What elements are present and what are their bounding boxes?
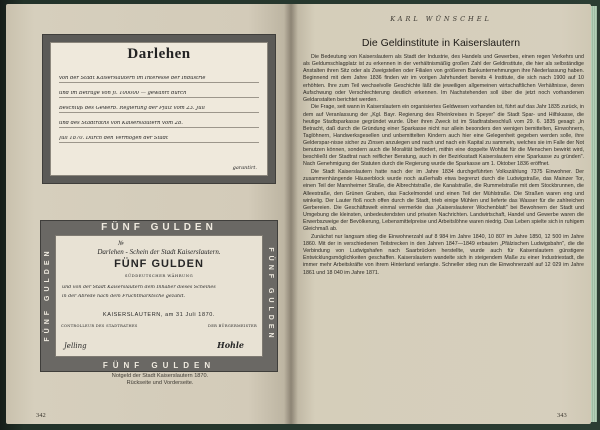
left-page bbox=[6, 4, 291, 424]
banknote-reverse-line: und des Stadtraths von Kaiserslautern vom 28. bbox=[59, 121, 259, 128]
banknote-reverse-title: Darlehen bbox=[127, 46, 191, 62]
page-edges bbox=[591, 6, 597, 422]
banknote-footer-right: DER BÜRGERMEISTER bbox=[208, 324, 257, 328]
banknote-reverse-line: garantirt. bbox=[232, 165, 257, 171]
banknote-front-face bbox=[55, 235, 263, 357]
article-paragraph: Die Stadt Kaiserslautern hatte nach der im Jahre 1834 durchgeführten Volkszählung 7375 Einwohner. Der zusammenhängende Häuserblock wurde noch außerhalb etwa begrenzt durch die Ludwigstraße, das Mainzer Tor, einen Teil der Mannheimer Straße, die Albrechtstraße, die Kanalstraße, die Rummelstraße mit dem Stockbrunnen, die Alleestraße, den Grünen Graben, das Fackelmondel und einen Teil der Mühlstraße. Die Straßen waren eng und winkelig. Der Lauter floß noch offen durch die Stadt, trieb einige Mühlen und lieferte das Wasser für die zahlreichen Gerbereien. Die Geschäftswelt einmal vermerkte das „Kaiserslauterer Wochenblatt" bei Bewohnern der Stadt und Umgebung die kleinsten, unbedeutendsten und privaten Nachrichten. Landwirtschaft, Handel und Gewerbe waren die Erwerbszweige der Bevölkerung, Lebensmittelpreise und Arbeitslöhne waren niedrig. Das Leben spielte sich in ruhigem Gleichmaß ab. bbox=[303, 169, 584, 233]
running-head: KARL WÜNSCHEL bbox=[390, 15, 492, 23]
banknote-front bbox=[40, 220, 278, 372]
article-title: Die Geldinstitute in Kaiserslautern bbox=[361, 37, 521, 49]
page-number-right: 343 bbox=[557, 412, 567, 419]
banknote-signature-right: Hohle bbox=[217, 340, 244, 350]
banknote-text-line: und von der Stadt Kaiserslautern dem Inhaber dieses Scheines bbox=[62, 285, 216, 290]
banknote-footer bbox=[61, 324, 257, 328]
figure-caption: Notgeld der Stadt Kaiserslautern 1870. bbox=[111, 373, 209, 379]
banknote-reverse-line: von der Stadt Kaiserslautern im Interesse der Industrie bbox=[59, 76, 259, 83]
banknote-border-bottom: FÜNF GULDEN bbox=[102, 361, 216, 370]
page-number-left: 342 bbox=[36, 412, 46, 419]
banknote-border-right: FÜNF GULDEN bbox=[267, 247, 274, 342]
article-paragraph: Die Frage, seit wann in Kaiserslautern ein organisiertes Geldwesen vorhanden ist, führt auf das Jahr 1835 zurück, in dem auf Veranlassung der „Kgl. Bayr. Regierung des Rheinkreises in Speyer" die Stadt Spar- und Hilfskasse, die heutige Stadtsparkasse gegründet wurde. Über ihren Zweck ist im Stadtratsbeschluß vom 29. 6. 1835 gesagt: „In Betracht, daß durch die Gründung einer Sparkasse nicht nur allein besonders den wenigen bemittelten, Einwohnern, Taglöhnern, Handwerksgesellen und unbemittelten Kindern auch hier eine Gelegenheit gegeben werden solle, ihre Gelderspar-nisse sicher zu Zinsen anzulegen und nach und nach ein Kapital zu sammeln, welches sie im Falle der Not benutzen können, sondern auch die Moralität befördert, mithin eine doppelte Wohltat für die Menschen bewirkt wird, beschließt der Stadtrat nach reiflicher Beratung, auch in der Bezirksstadt Kaiserslautern eine Sparkasse zu gründen". Nach Genehmigung der Statuten durch die Regierung wurde die Sparkasse am 1. Oktober 1836 eröffnet. bbox=[303, 104, 584, 168]
banknote-place-date: KAISERSLAUTERN, am 31 Juli 1870. bbox=[102, 312, 216, 318]
banknote-reverse-line: Juli 1870. Durch den Vermögen der Stadt bbox=[59, 136, 259, 143]
figure-caption: Rückseite und Vorderseite. bbox=[126, 380, 194, 386]
banknote-border-left: FÜNF GULDEN bbox=[44, 247, 51, 342]
banknote-text-line: in der Abrede nach dem Fruchtmarktsche gezahlt. bbox=[62, 294, 186, 299]
banknote-border-top: FÜNF GULDEN bbox=[101, 222, 217, 233]
banknote-heading: Darlehen - Schein der Stadt Kaiserslautern. bbox=[97, 248, 221, 256]
banknote-footer-left: CONTROLLEUR DES STADTRATHES bbox=[61, 324, 138, 328]
banknote-signature-left: Jelling bbox=[64, 342, 87, 350]
banknote-reverse-line: Beschluß des Gewerb. Regierung der Pfalz vom 23. Juli bbox=[59, 106, 259, 113]
banknote-value: FÜNF GULDEN bbox=[114, 258, 204, 270]
banknote-reverse-line: und im Betrage von fl. 100000 — gewährt durch bbox=[59, 91, 259, 98]
article-body bbox=[303, 54, 584, 277]
banknote-currency: SÜDDEUTSCHER WÄHRUNG bbox=[124, 273, 194, 278]
article-paragraph: Die Bedeutung von Kaiserslautern als Stadt der Industrie, des Handels und Gewerbes, einen regen Verkehrs und als Geldumschlagplatz ist zu erkennen in der verhältnismäßig großen Zahl der Geldinstitute, die hier als selbständige Anstalten ihren Sitz oder als Zweigstellen oder Filialen von größeren Bankunternehmungen ihre Niederlassung haben. Beginnend mit dem Jahre 1836 finden wir im vorigen Jahrhundert bereits 4 Institute, die sich nach 1900 auf 10 erhöhten. Ihre zum Teil wechselvolle Geschichte läßt die jeweiligen allgemeinen wirtschaftlichen Verhältnisse, deren Aufschwung oder Verschlechterung deutlich erkennen. Im Nachstehenden soll über die jetzt noch vorhandenen Geldanstalten berichtet werden. bbox=[303, 54, 584, 103]
book-gutter bbox=[284, 4, 298, 424]
article-paragraph: Zunächst nur langsam stieg die Einwohnerzahl auf 8 984 im Jahre 1840, 10 807 im Jahre 1850, 12 500 im Jahre 1860. Mit der in verschiedenen Teilstrecken in den Jahren 1847—1849 erbauten „Pfälzischen Ludwigsbahn", die die Verbindung von Ludwigshafen nach Saarbrücken herstellte, wurde auch für Kaiserslautern günstigere Entwicklungsmöglichkeiten geschaffen. Kaiserslautern wandelte sich in steigendem Maße zu einer Industriestadt, die immer mehr Arbeitskräfte von ihrem Hinterland verlangte. Schneller stieg nun die Einwohnerzahl auf 12 029 im Jahre 1861 und 18 040 im Jahre 1871. bbox=[303, 233, 584, 276]
banknote-number: № bbox=[118, 240, 124, 247]
right-page bbox=[291, 4, 591, 424]
banknote-reverse bbox=[42, 34, 276, 184]
banknote-reverse-face bbox=[50, 42, 268, 176]
